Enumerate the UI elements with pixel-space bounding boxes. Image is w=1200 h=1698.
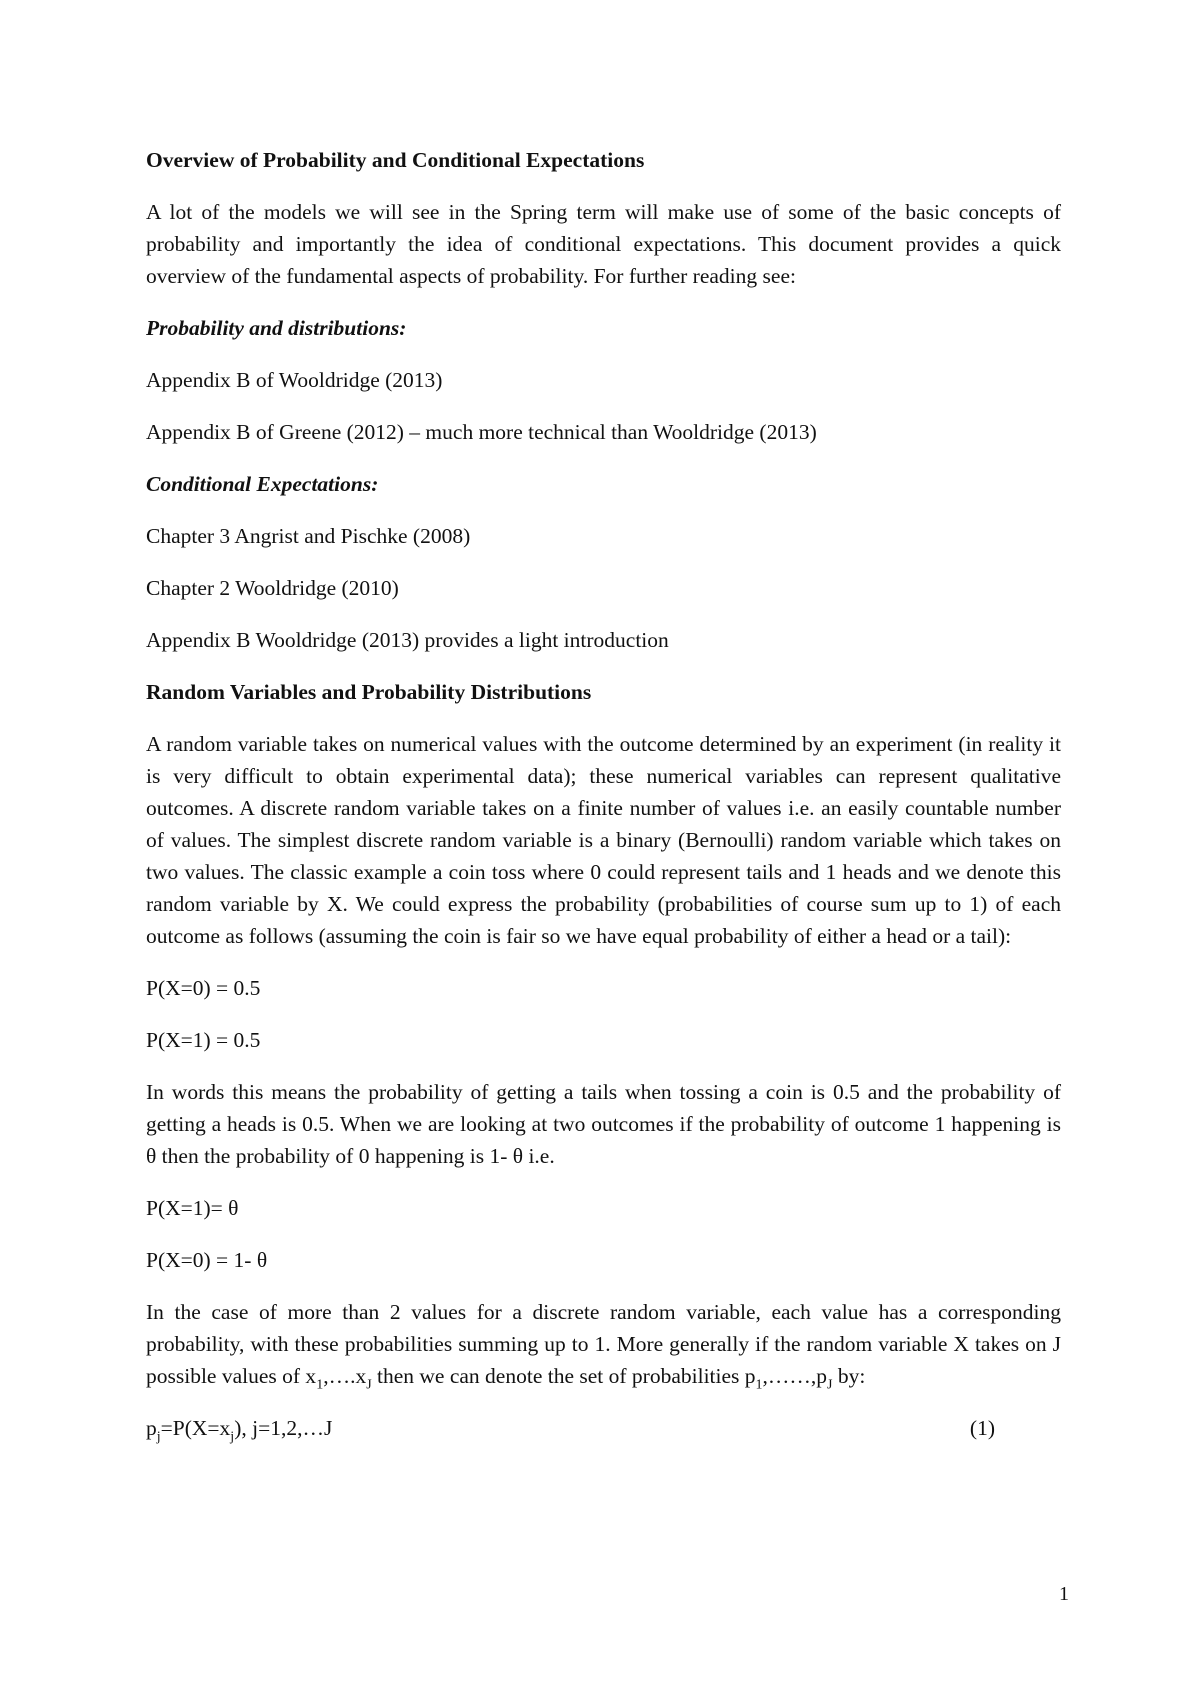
reading-probability-heading: Probability and distributions:	[146, 316, 407, 340]
reading-conditional-heading: Conditional Expectations:	[146, 472, 379, 496]
reading-item: Appendix B of Wooldridge (2013)	[146, 368, 443, 392]
reading-item: Appendix B Wooldridge (2013) provides a light introduction	[146, 628, 669, 652]
equation-p-x0: P(X=0) = 0.5	[146, 976, 261, 1000]
equation-theta-x0: P(X=0) = 1- θ	[146, 1248, 268, 1272]
equation-1: $p_j=P(X=x_j)$, j=1,2,…J (1)	[146, 1412, 1061, 1444]
intro-paragraph: A lot of the models we will see in the Spring term will make use of some of the basic concepts of probability and importantly the idea of conditional expectations. This document provides a quick overview of the fundamental aspects of probability. For further reading see:	[146, 200, 1061, 288]
equation-theta-x1: P(X=1)= θ	[146, 1196, 239, 1220]
section-heading: Random Variables and Probability Distributions	[146, 680, 592, 704]
page-number: 1	[1059, 1583, 1069, 1605]
document-title: Overview of Probability and Conditional Expectations	[146, 148, 645, 172]
random-variable-paragraph: A random variable takes on numerical values with the outcome determined by an experiment (in reality it is very difficult to obtain experimental data); these numerical variables can represent qualitative outcomes. A discrete random variable takes on a finite number of values i.e. an easily countable number of values. The simplest discrete random variable is a binary (Bernoulli) random variable which takes on two values. The classic example a coin toss where 0 could represent tails and 1 heads and we denote this random variable by X. We could express the probability (probabilities of course sum up to 1) of each outcome as follows (assuming the coin is fair so we have equal probability of either a head or a tail):	[146, 732, 1061, 948]
equation-number: (1)	[969, 1416, 995, 1440]
more-values-paragraph: In the case of more than 2 values for a discrete random variable, each value has a corresponding probability, with these probabilities summing up to 1. More generally if the random variable X takes on J possible values of $x_1,\dots.x_J$ then we can denote the set of probabilities $p_1,\dots\dots,p_J$ by:	[146, 1300, 1061, 1393]
equation-p-x1: P(X=1) = 0.5	[146, 1028, 261, 1052]
reading-item: Appendix B of Greene (2012) – much more technical than Wooldridge (2013)	[146, 420, 817, 444]
reading-item: Chapter 3 Angrist and Pischke (2008)	[146, 524, 471, 548]
document-body	[146, 144, 1061, 1464]
reading-item: Chapter 2 Wooldridge (2010)	[146, 576, 399, 600]
in-words-paragraph: In words this means the probability of getting a tails when tossing a coin is 0.5 and the probability of getting a heads is 0.5. When we are looking at two outcomes if the probability of outcome 1 happening is θ then the probability of 0 happening is 1- θ i.e.	[146, 1080, 1061, 1168]
